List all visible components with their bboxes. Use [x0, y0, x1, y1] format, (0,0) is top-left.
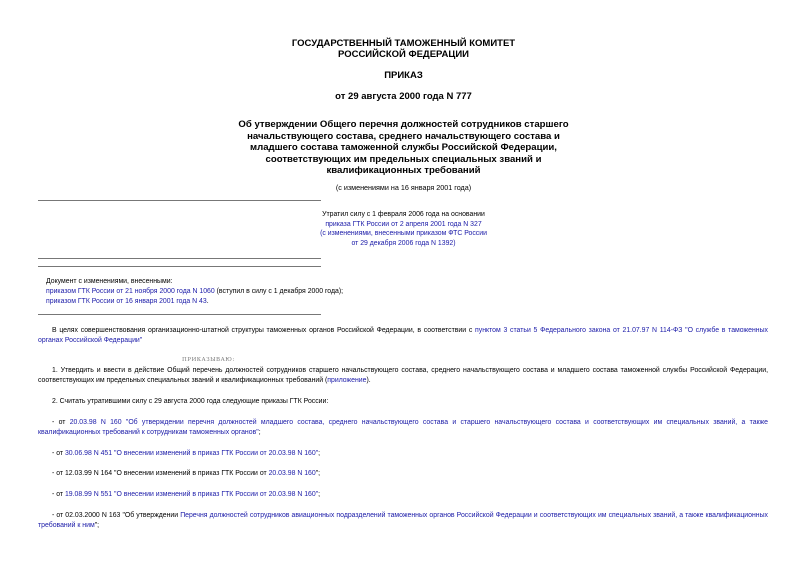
divider-line: [38, 200, 321, 201]
repeal-line-3[interactable]: (с изменениями, внесенными приказом ФТС России: [320, 230, 487, 238]
repealed-order-3-link[interactable]: 20.03.98 N 160: [268, 470, 316, 477]
org-line-1: ГОСУДАРСТВЕННЫЙ ТАМОЖЕННЫЙ КОМИТЕТ: [291, 38, 516, 49]
order-directive-stamp: ПРИКАЗЫВАЮ:: [182, 357, 235, 363]
issuing-organization: [0, 38, 807, 60]
divider-line: [38, 266, 321, 267]
repealed-order-3: - от 12.03.99 N 164 "О внесении изменений в приказ ГТК России от 20.03.98 N 160";: [52, 470, 321, 477]
title-line-2: начальствующего состава, среднего начальствующего состава и: [247, 130, 560, 142]
repealed-order-5: - от 02.03.2000 N 163 "Об утверждении Перечня должностей сотрудников авиационных подразделений таможенных органов Российской Федерации и соответствующих им специальных званий, а также квалификационных требований к ним";: [38, 512, 769, 529]
title-line-3: младшего состава таможенной службы Российской Федерации,: [250, 142, 557, 153]
document-date-number: от 29 августа 2000 года N 777: [335, 91, 472, 102]
preamble-paragraph: В целях совершенствования организационно-штатной структуры таможенных органов Российской Федерации, в соответствии с пунктом 3 статьи 5 Федерального закона от 21.07.97 N 114-ФЗ "О службе в таможенных органах Российской Федерации": [38, 327, 768, 344]
item-2-intro: 2. Считать утратившими силу с 29 августа 2000 года следующие приказы ГТК России:: [52, 398, 329, 405]
changes-item-1: приказом ГТК России от 21 ноября 2000 года N 1060 (вступил в силу с 1 декабря 2000 года);: [46, 288, 344, 295]
repealed-order-4: - от 19.08.99 N 551 "О внесении изменений в приказ ГТК России от 20.03.98 N 160";: [52, 491, 321, 498]
repealed-order-1: - от 20.03.98 N 160 "Об утверждении перечня должностей младшего состава, среднего начальствующего состава и старшего начальствующего состава и соответствующих им специальных званий, а также квалификационных требований к сотрудникам таможенных органов";: [38, 419, 768, 436]
changes-block: [46, 277, 406, 307]
title-line-4: соответствующих им предельных специальных званий и: [265, 153, 542, 165]
repealed-order-2: - от 30.06.98 N 451 "О внесении изменений в приказ ГТК России от 20.03.98 N 160";: [52, 450, 321, 457]
changes-label: Документ с изменениями, внесенными:: [46, 278, 173, 285]
change-order-1-link[interactable]: приказом ГТК России от 21 ноября 2000 года N 1060: [46, 288, 215, 295]
changes-item-2: приказом ГТК России от 16 января 2001 года N 43.: [46, 298, 209, 305]
title-line-1: Об утверждении Общего перечня должностей сотрудников старшего: [238, 119, 569, 130]
divider-line: [38, 314, 321, 315]
repeal-order-link[interactable]: приказа ГТК России от 2 апреля 2001 года N 327: [325, 220, 482, 228]
repealed-order-4-link[interactable]: 19.08.99 N 551 "О внесении изменений в приказ ГТК России от 20.03.98 N 160": [64, 491, 319, 498]
change-order-2-link[interactable]: приказом ГТК России от 16 января 2001 года N 43: [46, 298, 207, 305]
document-title: [0, 119, 807, 177]
repeal-line-1: Утратил силу с 1 февраля 2006 года на основании: [322, 211, 485, 218]
divider-line: [38, 258, 321, 259]
amendment-note: (с изменениями на 16 января 2001 года): [335, 183, 472, 192]
federal-law-link[interactable]: пунктом 3 статьи 5 Федерального закона от 21.07.97 N 114-ФЗ "О службе в таможенных органах Российской Федерации": [38, 327, 768, 344]
title-line-5: квалификационных требований: [326, 165, 481, 176]
repealed-order-2-link[interactable]: 30.06.98 N 451 "О внесении изменений в приказ ГТК России от 20.03.98 N 160": [64, 450, 319, 457]
org-line-2: РОССИЙСКОЙ ФЕДЕРАЦИИ: [337, 49, 469, 60]
repeal-note: [0, 210, 807, 248]
repealed-order-1-link[interactable]: 20.03.98 N 160 "Об утверждении перечня должностей младшего состава, среднего начальствующего состава и старшего начальствующего состава и соответствующих им специальных званий, а также квалификационных требований к сотрудникам таможенных органов": [38, 419, 768, 436]
item-1-paragraph: 1. Утвердить и ввести в действие Общий перечень должностей сотрудников старшего начальствующего состава, среднего начальствующего состава и младшего состава таможенной службы Российской Федерации, соответствующих им предельных специальных званий и квалификационных требований (приложение).: [38, 367, 768, 384]
appendix-link[interactable]: приложение: [327, 377, 367, 384]
repealed-order-5-link[interactable]: Перечня должностей сотрудников авиационных подразделений таможенных органов Российской Федерации и соответствующих им специальных званий, а также квалификационных требований к ним: [38, 512, 769, 529]
repeal-line-4[interactable]: от 29 декабря 2006 года N 1392): [351, 239, 456, 247]
document-type: ПРИКАЗ: [384, 70, 423, 81]
